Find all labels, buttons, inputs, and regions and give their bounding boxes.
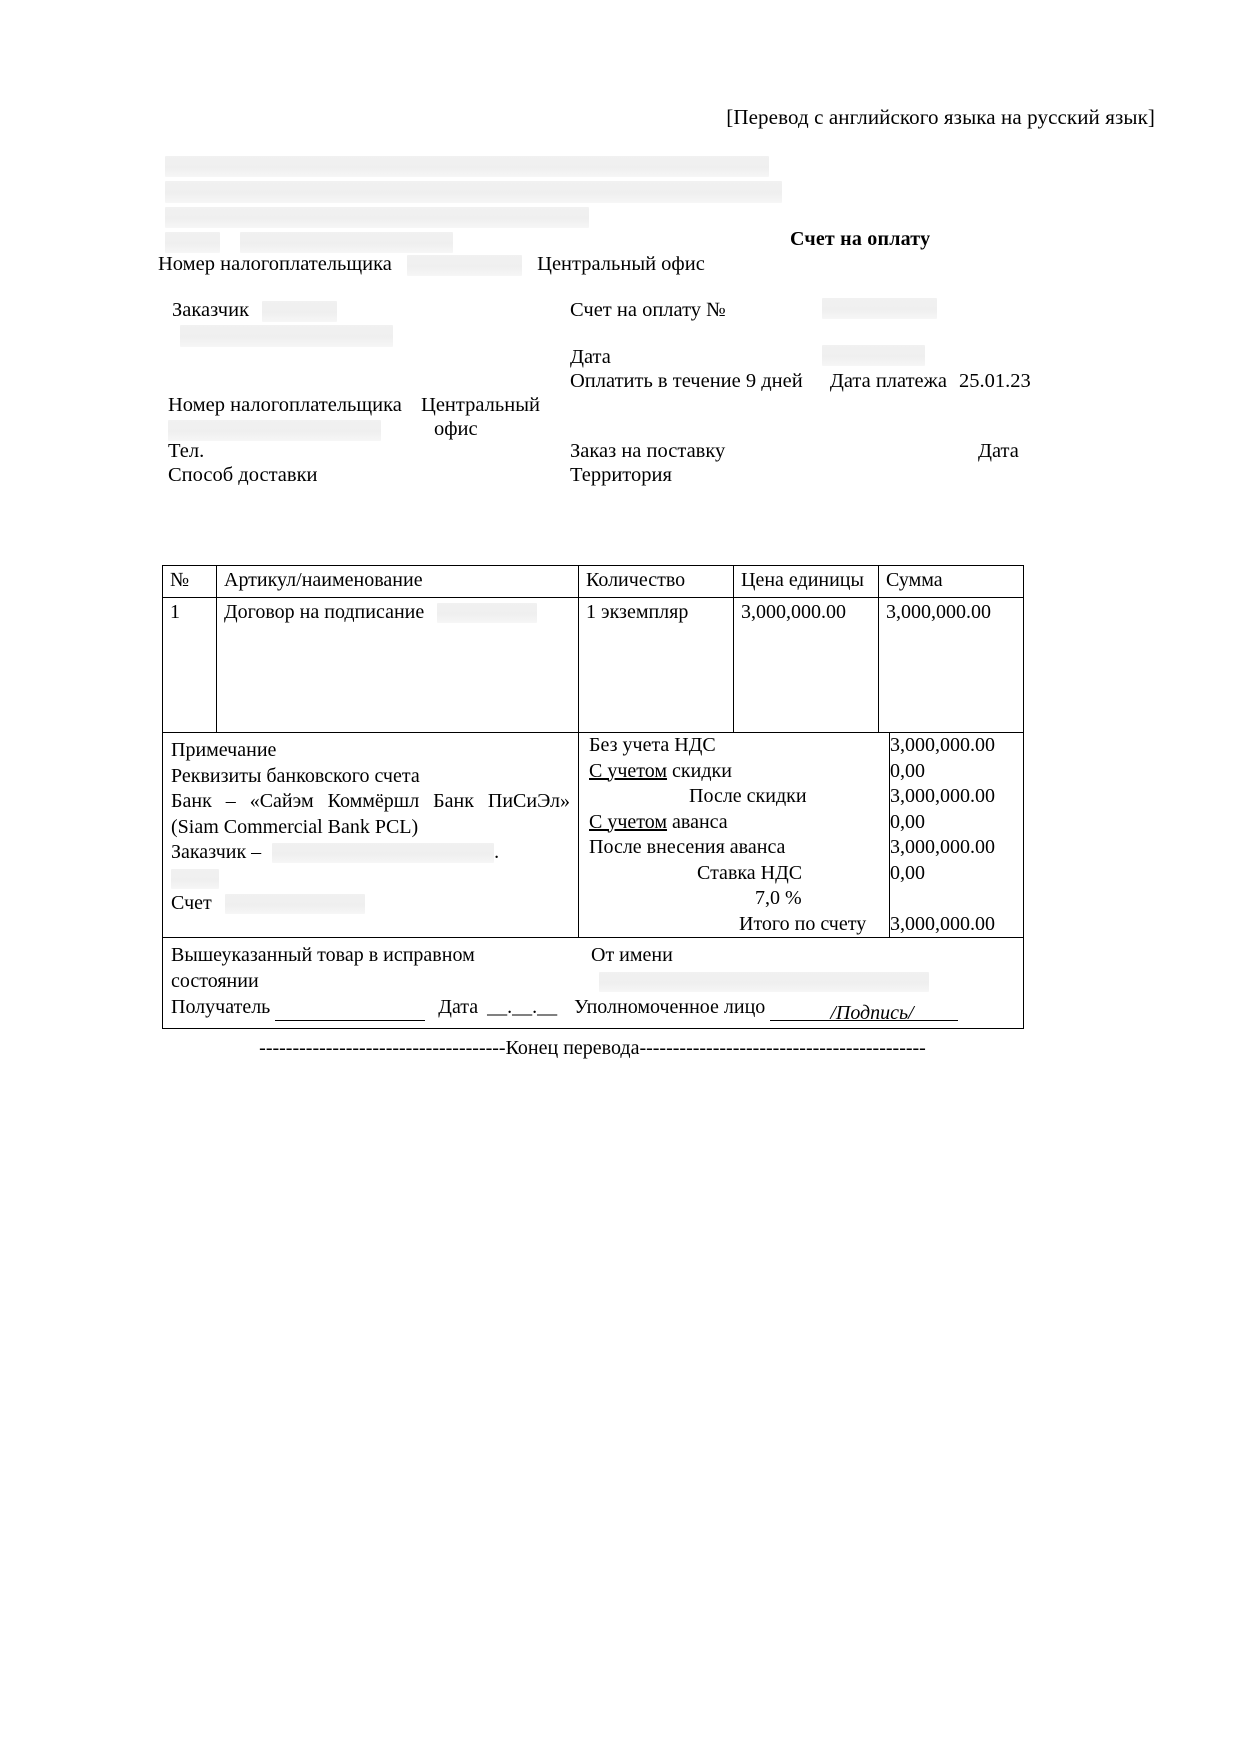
total-row-net xyxy=(579,733,1045,759)
total-label-after-discount: После скидки xyxy=(689,785,807,807)
po-date-line xyxy=(978,440,1019,463)
account-label: Счет xyxy=(171,892,212,914)
from-label: От имени xyxy=(591,944,673,966)
authorized-signature-blank-2[interactable] xyxy=(918,1001,958,1021)
buyer-office-label-1: Центральный xyxy=(421,394,540,416)
goods-condition-block xyxy=(171,943,1015,995)
total-label-vat-rate: Ставка НДС xyxy=(697,861,803,884)
total-row-vat-rate xyxy=(579,861,1045,912)
cell-quantity: 1 экземпляр xyxy=(579,598,734,733)
payment-terms-line xyxy=(570,370,1031,393)
notes-customer-redaction xyxy=(272,843,494,863)
invoice-date-line xyxy=(570,346,611,369)
letterhead-redaction-line-4b xyxy=(240,232,453,253)
letterhead-redaction-line-1 xyxy=(165,156,769,177)
from-name-block xyxy=(591,943,1015,994)
customer-name-redaction xyxy=(262,301,337,322)
totals-grid xyxy=(579,733,1045,937)
total-label-discount xyxy=(579,759,890,785)
footer-date-blank[interactable]: __.__.__ xyxy=(487,996,558,1018)
invoice-number-label: Счет на оплату № xyxy=(570,299,726,321)
seller-taxpayer-number-redaction xyxy=(407,255,522,276)
note-label: Примечание xyxy=(171,739,277,761)
signature-row xyxy=(163,938,1024,1029)
delivery-method-label: Способ доставки xyxy=(168,464,318,486)
customer-line xyxy=(172,299,337,322)
notes-customer-line: Заказчик – . xyxy=(171,841,500,863)
column-header-amount: Сумма xyxy=(879,566,1024,598)
phone-line xyxy=(168,440,204,463)
invoice-date-redaction xyxy=(822,345,925,366)
notes-customer-redaction-2 xyxy=(171,869,219,889)
customer-address-redaction xyxy=(180,325,393,347)
customer-label: Заказчик xyxy=(172,299,250,321)
purchase-order-label: Заказ на поставку xyxy=(570,440,726,462)
buyer-taxpayer-number-redaction xyxy=(168,420,381,441)
due-date-label: Дата платежа xyxy=(829,370,947,392)
buyer-taxpayer-line xyxy=(168,394,540,417)
payment-terms-label: Оплатить в течение 9 дней xyxy=(570,370,803,392)
seller-taxpayer-label: Номер налогоплательщика xyxy=(158,253,392,275)
seller-office-label: Центральный офис xyxy=(537,253,705,275)
cell-unit-price: 3,000,000.00 xyxy=(734,598,879,733)
table-row xyxy=(163,598,1024,733)
seller-taxpayer-line xyxy=(158,253,705,276)
signature-text: /Подпись/ xyxy=(826,1001,917,1021)
column-header-desc: Артикул/наименование xyxy=(217,566,579,598)
signature-line xyxy=(171,995,1015,1024)
territory-line xyxy=(570,464,672,487)
total-value-after-discount: 3,000,000.00 xyxy=(890,784,1046,810)
item-description-text: Договор на подписание xyxy=(224,601,425,623)
from-name-redaction xyxy=(599,972,929,992)
signature-cell xyxy=(163,938,1024,1029)
notes-account-line xyxy=(171,891,570,917)
bank-name-en: (Siam Commercial Bank PCL) xyxy=(171,815,419,838)
invoice-number-line xyxy=(570,299,726,322)
recipient-signature-blank[interactable] xyxy=(275,1001,425,1021)
purchase-order-line xyxy=(570,440,725,463)
cell-amount: 3,000,000.00 xyxy=(879,598,1024,733)
total-label-discount-underlined: С учетом xyxy=(589,759,668,782)
end-of-translation-note: -------------------------------------Конец перевода------------------------------------------- xyxy=(259,1037,926,1059)
notes-customer-redaction-2-wrap xyxy=(171,866,570,892)
totals-row xyxy=(163,733,1024,938)
total-value-after-advance: 3,000,000.00 xyxy=(890,835,1046,861)
letterhead-redaction-line-4a xyxy=(165,232,220,253)
column-header-no: № xyxy=(163,566,217,598)
territory-label: Территория xyxy=(570,464,672,486)
account-number-redaction xyxy=(225,894,365,914)
total-value-net: 3,000,000.00 xyxy=(890,733,1046,759)
goods-condition-line-2: состоянии xyxy=(171,969,259,992)
total-label-advance-rest: аванса xyxy=(672,810,728,833)
totals-cell xyxy=(579,733,1024,938)
cell-description xyxy=(217,598,579,733)
buyer-office-label-2: офис xyxy=(434,418,478,440)
phone-label: Тел. xyxy=(168,440,205,462)
goods-condition-line-1: Вышеуказанный товар в исправном xyxy=(171,944,475,966)
translation-note: [Перевод с английского языка на русский язык] xyxy=(726,105,1155,129)
total-label-advance-underlined: С учетом xyxy=(589,810,668,833)
total-label-vat-rate-cell xyxy=(579,861,890,912)
total-value-advance: 0,00 xyxy=(890,810,1046,836)
total-label-discount-rest: скидки xyxy=(672,759,732,782)
due-date-value: 25.01.23 xyxy=(959,370,1031,392)
column-header-price: Цена единицы xyxy=(734,566,879,598)
total-row-discount xyxy=(579,759,1045,785)
total-value-grand: 3,000,000.00 xyxy=(890,912,1046,938)
footer-date-label: Дата xyxy=(438,996,479,1018)
total-row-after-discount xyxy=(579,784,1045,810)
cell-line-no: 1 xyxy=(163,598,217,733)
authorized-person-label: Уполномоченное лицо xyxy=(574,996,766,1018)
bank-details-label: Реквизиты банковского счета xyxy=(171,764,420,787)
total-label-advance xyxy=(579,810,890,836)
invoice-number-redaction xyxy=(822,298,937,319)
table-header-row xyxy=(163,566,1024,598)
total-label-grand: Итого по счету xyxy=(739,912,867,935)
letterhead-redaction-line-3 xyxy=(165,207,589,228)
column-header-qty: Количество xyxy=(579,566,734,598)
bank-name-ru: Банк – «Сайэм Коммёршл Банк ПиСиЭл» xyxy=(171,790,570,812)
total-row-after-advance xyxy=(579,835,1045,861)
total-label-after-advance: После внесения аванса xyxy=(589,836,786,858)
total-row-advance xyxy=(579,810,1045,836)
page-title: Счет на оплату xyxy=(790,228,931,250)
total-value-discount: 0,00 xyxy=(890,759,1046,785)
authorized-signature-blank[interactable] xyxy=(770,1001,826,1021)
item-description-redaction xyxy=(437,603,537,623)
buyer-office-label-2-wrap xyxy=(434,418,478,441)
invoice-date-label: Дата xyxy=(570,346,611,368)
total-label-net: Без учета НДС xyxy=(589,734,716,756)
invoice-table xyxy=(162,565,1024,1029)
total-row-grand xyxy=(579,912,1045,938)
notes-cell xyxy=(163,733,579,938)
letterhead-redaction-line-2 xyxy=(165,181,782,203)
po-date-label: Дата xyxy=(978,440,1019,462)
delivery-method-line xyxy=(168,464,318,487)
buyer-taxpayer-label: Номер налогоплательщика xyxy=(168,394,402,416)
total-value-vat: 0,00 xyxy=(890,861,1046,912)
notes-block xyxy=(163,733,578,924)
notes-customer-label: Заказчик – xyxy=(171,841,262,863)
recipient-label: Получатель xyxy=(171,996,271,1018)
vat-rate-value: 7,0 % xyxy=(755,887,802,909)
